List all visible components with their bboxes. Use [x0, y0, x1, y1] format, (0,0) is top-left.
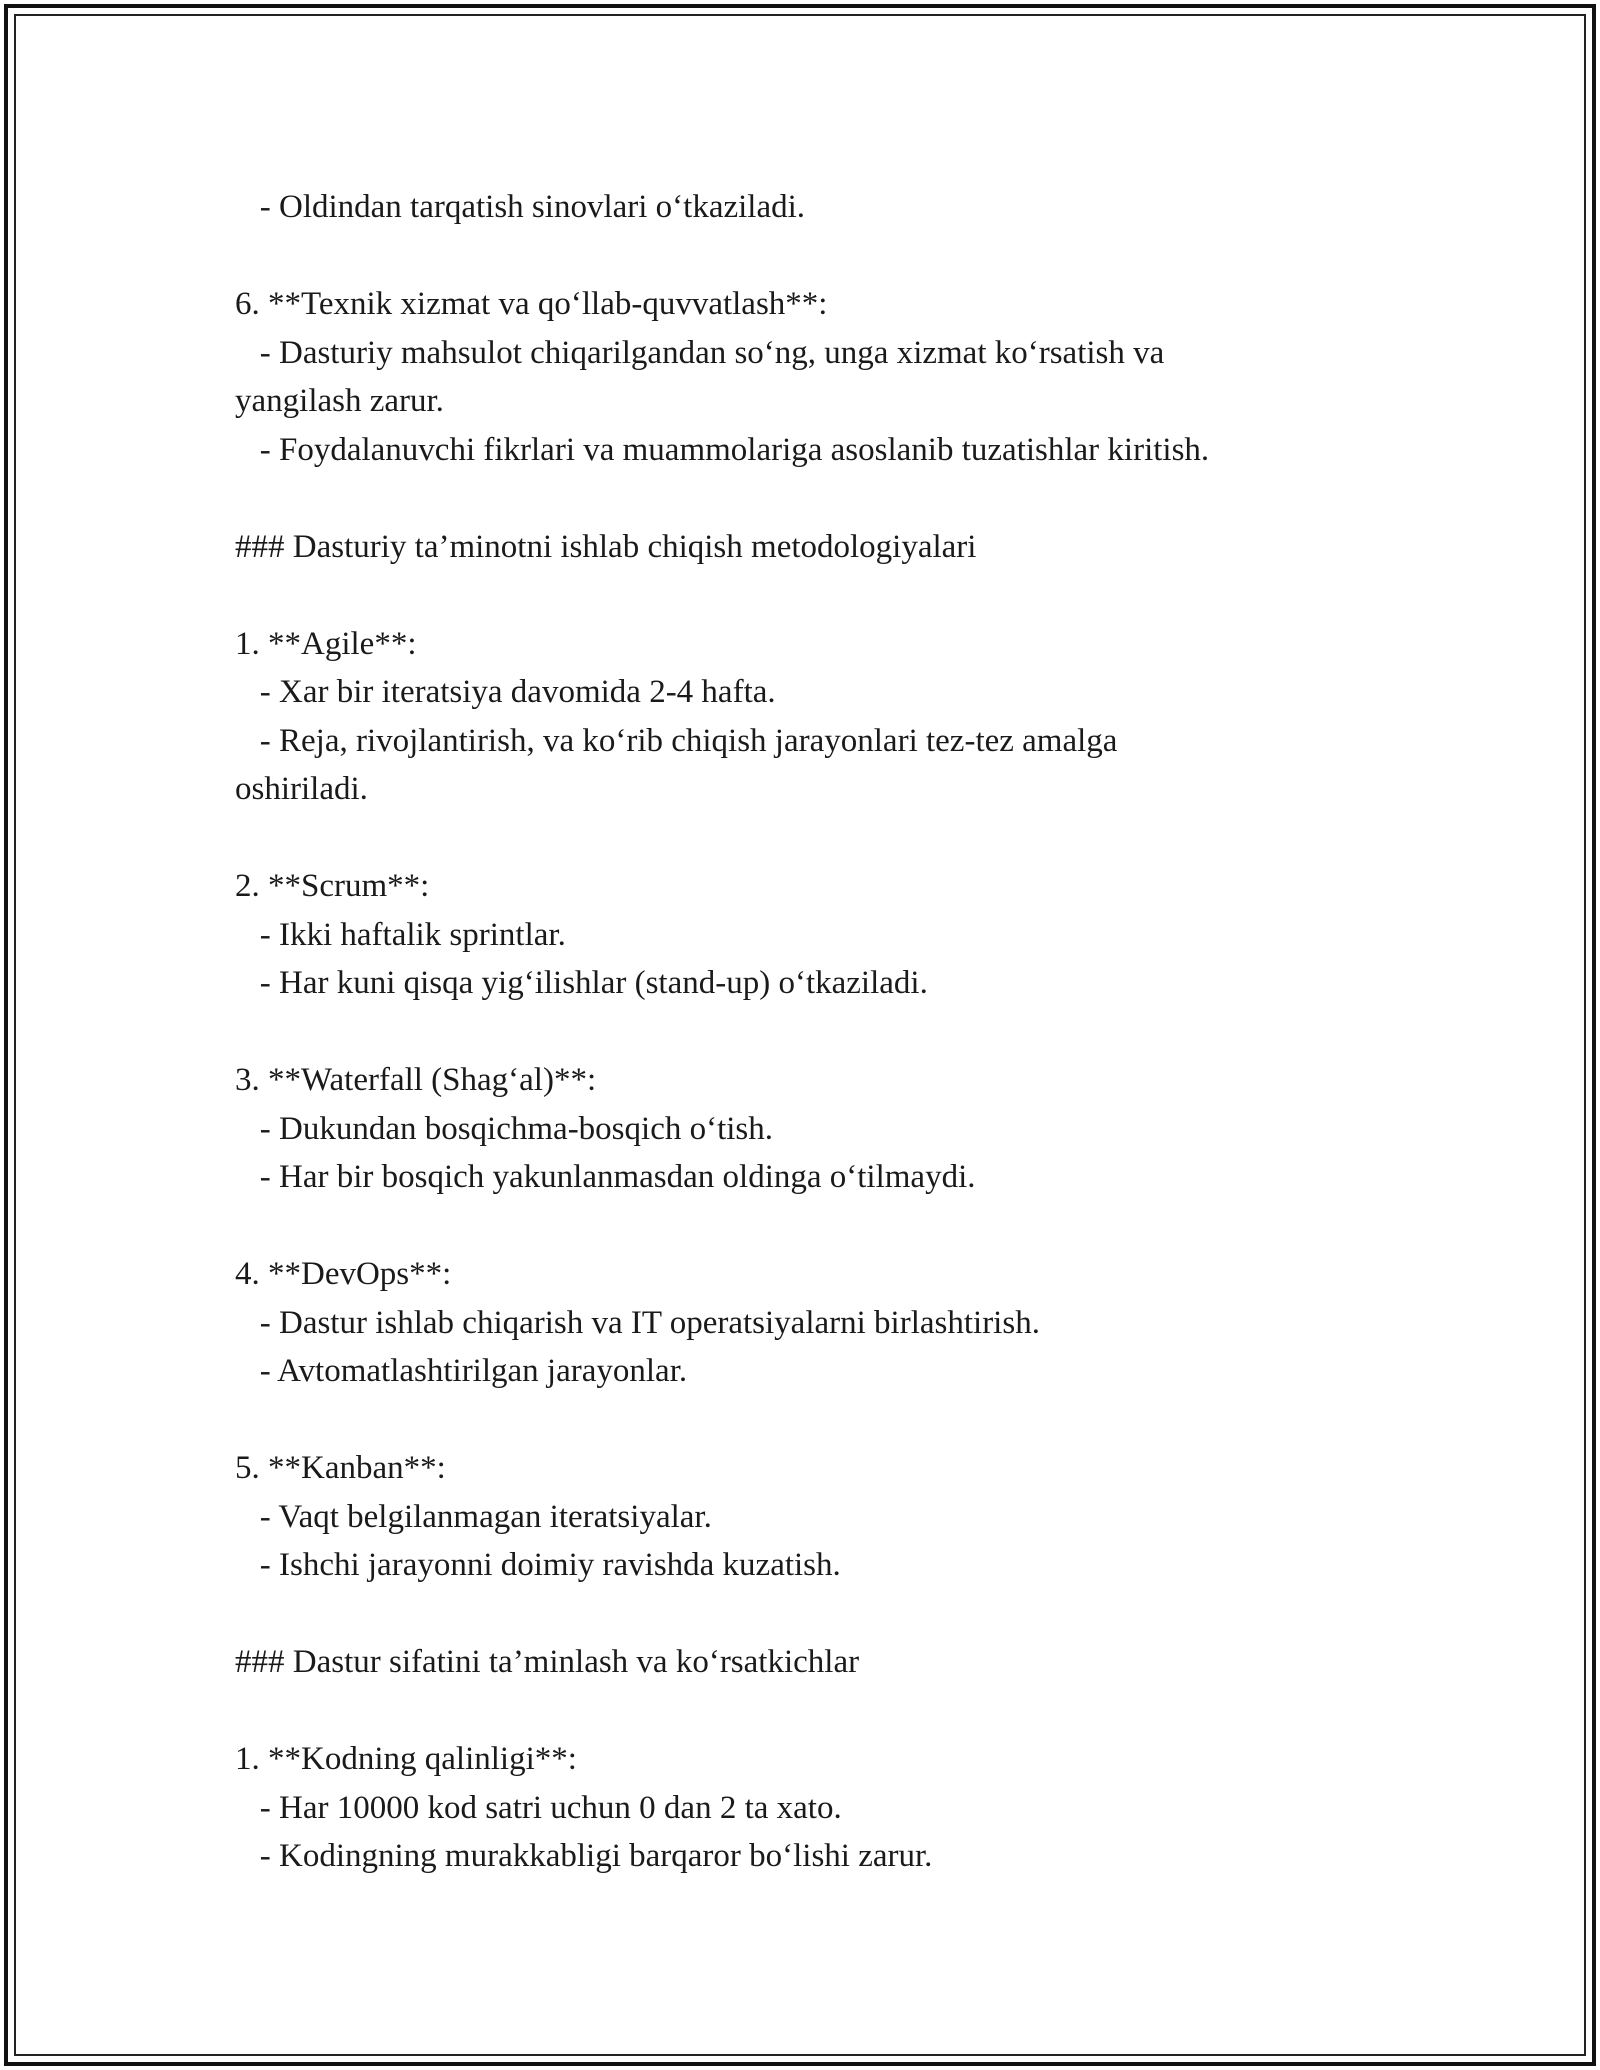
- text-line: - Reja, rivojlantirish, va ko‘rib chiqish jarayonlari tez-tez amalga: [235, 722, 1118, 759]
- blank-line: [235, 1008, 1365, 1057]
- text-line: 1. **Agile**:: [235, 625, 417, 662]
- text-line: - Vaqt belgilanmagan iteratsiyalar.: [235, 1498, 712, 1535]
- blank-line: [235, 474, 1365, 523]
- text-line: 1. **Kodning qalinligi**:: [235, 1741, 577, 1777]
- text-line: - Har kuni qisqa yig‘ilishlar (stand-up) o‘tkaziladi.: [235, 965, 928, 1001]
- text-line: - Oldindan tarqatish sinovlari o‘tkaziladi.: [235, 189, 806, 225]
- text-line: - Foydalanuvchi fikrlari va muammolariga asoslanib tuzatishlar kiritish.: [235, 431, 1210, 468]
- text-line: - Har 10000 kod satri uchun 0 dan 2 ta xato.: [235, 1789, 842, 1826]
- text-line: 4. **DevOps**:: [235, 1256, 452, 1292]
- text-line: 6. **Texnik xizmat va qo‘llab-quvvatlash**:: [235, 286, 828, 322]
- section-heading: ### Dastur sifatini ta’minlash va ko‘rsatkichlar: [235, 1644, 860, 1680]
- text-line: - Har bir bosqich yakunlanmasdan oldinga o‘tilmaydi.: [235, 1159, 976, 1195]
- blank-line: [235, 232, 1365, 281]
- text-line: - Dastur ishlab chiqarish va IT operatsiyalarni birlashtirish.: [235, 1304, 1040, 1341]
- text-line: 2. **Scrum**:: [235, 868, 430, 904]
- blank-line: [235, 1202, 1365, 1251]
- blank-line: [235, 571, 1365, 620]
- section-heading: ### Dasturiy ta’minotni ishlab chiqish metodologiyalari: [235, 528, 977, 565]
- text-line: - Ikki haftalik sprintlar.: [235, 916, 566, 953]
- text-line: 3. **Waterfall (Shag‘al)**:: [235, 1062, 597, 1098]
- blank-line: [235, 1396, 1365, 1445]
- document-body: [235, 183, 1365, 1881]
- text-line: oshiriladi.: [235, 771, 368, 807]
- blank-line: [235, 1687, 1365, 1736]
- text-line: - Kodingning murakkabligi barqaror bo‘lishi zarur.: [235, 1838, 933, 1874]
- text-line: yangilash zarur.: [235, 383, 444, 419]
- blank-line: [235, 814, 1365, 863]
- text-line: - Dukundan bosqichma-bosqich o‘tish.: [235, 1110, 774, 1147]
- text-line: 5. **Kanban**:: [235, 1450, 446, 1486]
- text-line: - Dasturiy mahsulot chiqarilgandan so‘ng, unga xizmat ko‘rsatish va: [235, 334, 1165, 371]
- blank-line: [235, 1590, 1365, 1639]
- text-line: - Avtomatlashtirilgan jarayonlar.: [235, 1353, 688, 1389]
- text-line: - Ishchi jarayonni doimiy ravishda kuzatish.: [235, 1547, 841, 1583]
- text-line: - Xar bir iteratsiya davomida 2-4 hafta.: [235, 674, 776, 710]
